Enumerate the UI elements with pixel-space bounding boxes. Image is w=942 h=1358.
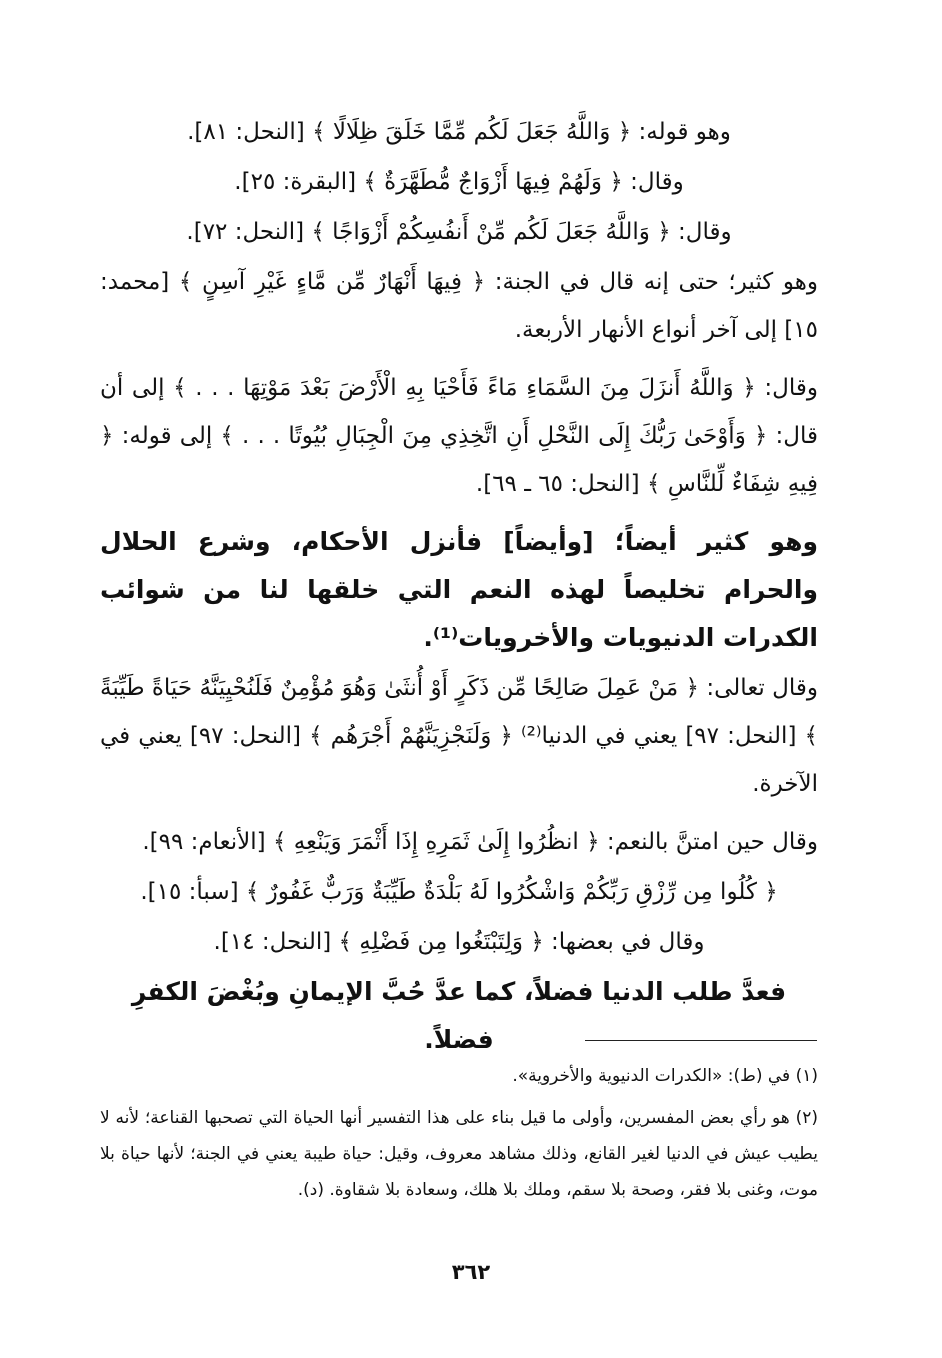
paragraph-2: وقال: ﴿ وَلَهُمْ فِيهَا أَزْوَاجٌ مُّطَهَّرَةٌ ﴾ [البقرة: ٢٥]. bbox=[234, 169, 684, 195]
paragraph-9: ﴿ كُلُوا مِن رِّزْقِ رَبِّكُمْ وَاشْكُرُوا لَهُ بَلْدَةٌ طَيِّبَةٌ وَرَبٌّ غَفُورٌ ﴾ [سبأ: ١٥]. bbox=[140, 879, 778, 905]
paragraph-4: وهو كثير؛ حتى إنه قال في الجنة: ﴿ فِيهَا أَنْهَارٌ مِّن مَّاءٍ غَيْرِ آسِنٍ ﴾ [محمد: ١٥] إلى آخر أنواع الأنهار الأربعة. bbox=[100, 269, 818, 343]
paragraph-6: وهو كثير أيضاً؛ [وأيضاً] فأنزل الأحكام، وشرع الحلال والحرام تخليصاً لهذه النعم التي خلقها لنا من شوائب الكدرات الدنيويات والأخرويات⁽¹⁾. bbox=[100, 527, 818, 652]
paragraph-3: وقال: ﴿ وَاللَّهُ جَعَلَ لَكُم مِّنْ أَنفُسِكُمْ أَزْوَاجًا ﴾ [النحل: ٧٢]. bbox=[186, 219, 732, 245]
paragraph-7: وقال تعالى: ﴿ مَنْ عَمِلَ صَالِحًا مِّن ذَكَرٍ أَوْ أُنثَىٰ وَهُوَ مُؤْمِنٌ فَلَنُحْيِيَنَّهُ حَيَاةً طَيِّبَةً ﴾ [النحل: ٩٧] يعني في الدنيا⁽²⁾ ﴿ وَلَنَجْزِيَنَّهُمْ أَجْرَهُم ﴾ [النحل: ٩٧] يعني في الآخرة. bbox=[100, 675, 818, 797]
paragraph-11: فعدَّ طلب الدنيا فضلاً، كما عدَّ حُبَّ الإيمانِ وبُغْضَ الكفرِ فضلاً. bbox=[131, 977, 787, 1054]
main-text bbox=[100, 108, 818, 1064]
paragraph-1: وهو قوله: ﴿ وَاللَّهُ جَعَلَ لَكُم مِّمَّا خَلَقَ ظِلَالًا ﴾ [النحل: ٨١]. bbox=[187, 119, 731, 145]
paragraph-5: وقال: ﴿ وَاللَّهُ أَنزَلَ مِنَ السَّمَاءِ مَاءً فَأَحْيَا بِهِ الْأَرْضَ بَعْدَ مَوْتِهَا . . . ﴾ إلى أن قال: ﴿ وَأَوْحَىٰ رَبُّكَ إِلَى النَّحْلِ أَنِ اتَّخِذِي مِنَ الْجِبَالِ بُيُوتًا . . . ﴾ إلى قوله: ﴿ فِيهِ شِفَاءٌ لِّلنَّاسِ ﴾ [النحل: ٦٥ ـ ٦٩]. bbox=[100, 375, 818, 497]
paragraph-8: وقال حين امتنَّ بالنعم: ﴿ انظُرُوا إِلَىٰ ثَمَرِهِ إِذَا أَثْمَرَ وَيَنْعِهِ ﴾ [الأنعام: ٩٩]. bbox=[142, 829, 818, 855]
page-number: ٣٦٢ bbox=[451, 1260, 491, 1284]
footnote-separator bbox=[585, 1040, 817, 1041]
footnotes bbox=[100, 1058, 818, 1208]
footnote-1: (١) في (ط): «الكدرات الدنيوية والأخروية». bbox=[512, 1066, 818, 1086]
paragraph-10: وقال في بعضها: ﴿ وَلِتَبْتَغُوا مِن فَضْلِهِ ﴾ [النحل: ١٤]. bbox=[213, 929, 705, 955]
footnote-2: (٢) هو رأي بعض المفسرين، وأولى ما قيل بناء على هذا التفسير أنها الحياة التي تصحبها القناعة؛ لأنه لا يطيب عيش في الدنيا لغير القانع، وذلك مشاهد معروف، وقيل: حياة طيبة يعني في الجنة؛ لأنها حياة بلا موت، وغنى بلا فقر، وصحة بلا سقم، وملك بلا هلك، وسعادة بلا شقاوة. (د). bbox=[100, 1108, 818, 1200]
